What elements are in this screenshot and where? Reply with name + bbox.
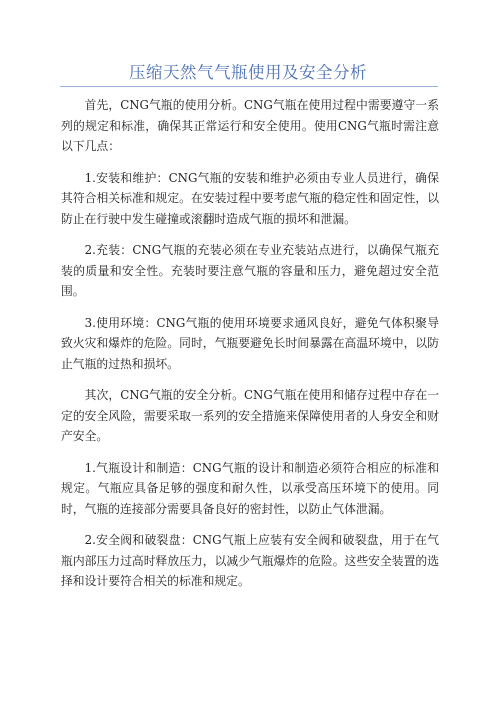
- paragraph-design: 1.气瓶设计和制造：CNG气瓶的设计和制造必须符合相应的标准和规定。气瓶应具备足够的强度和耐久性，以承受高压环境下的使用。同时，气瓶的连接部分需要具备良好的密封性，以防止气体泄漏。: [61, 460, 439, 516]
- document-body: [61, 95, 439, 603]
- paragraph-intro: 首先，CNG气瓶的使用分析。CNG气瓶在使用过程中需要遵守一系列的规定和标准，确保其正常运行和安全使用。使用CNG气瓶时需注意以下几点：: [61, 98, 439, 153]
- paragraph-valves: 2.安全阀和破裂盘：CNG气瓶上应装有安全阀和破裂盘，用于在气瓶内部压力过高时释放压力，以减少气瓶爆炸的危险。这些安全装置的选择和设计要符合相关的标准和规定。: [61, 533, 439, 588]
- paragraph-filling: 2.充装：CNG气瓶的充装必须在专业充装站点进行，以确保气瓶充装的质量和安全性。充装时要注意气瓶的容量和压力，避免超过安全范围。: [61, 243, 439, 298]
- paragraph-safety-intro: 其次，CNG气瓶的安全分析。CNG气瓶在使用和储存过程中存在一定的安全风险，需要采取一系列的安全措施来保障使用者的人身安全和财产安全。: [61, 388, 439, 443]
- paragraph-install: 1.安装和维护：CNG气瓶的安装和维护必须由专业人员进行，确保其符合相关标准和规定。在安装过程中要考虑气瓶的稳定性和固定性，以防止在行驶中发生碰撞或滚翻时造成气瓶的损坏和泄漏。: [61, 170, 439, 226]
- title-divider: [60, 86, 438, 87]
- document-title: 压缩天然气气瓶使用及安全分析: [129, 63, 367, 82]
- paragraph-environment: 3.使用环境：CNG气瓶的使用环境要求通风良好，避免气体积聚导致火灾和爆炸的危险。同时，气瓶要避免长时间暴露在高温环境中，以防止气瓶的过热和损坏。: [61, 315, 439, 371]
